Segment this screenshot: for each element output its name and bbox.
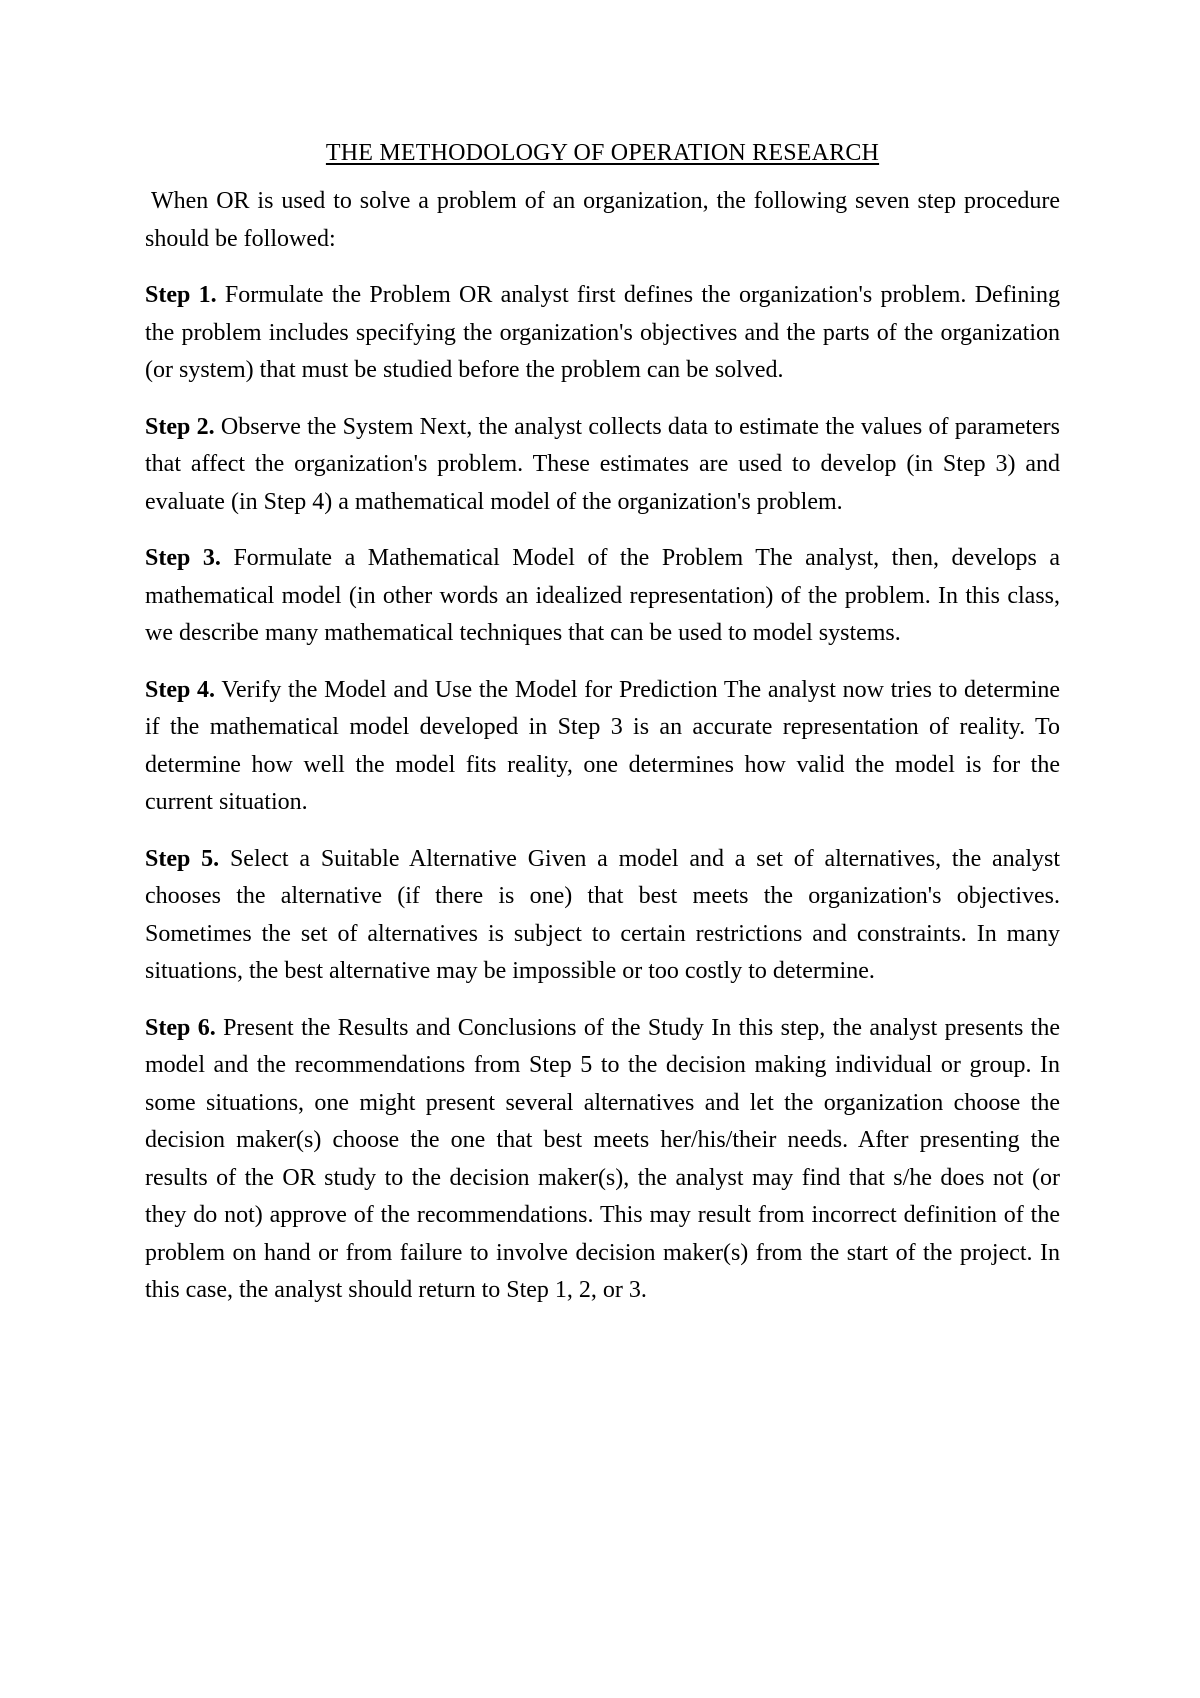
step-5-paragraph (145, 841, 1060, 991)
step-4-paragraph (145, 672, 1060, 822)
step-6-paragraph (145, 1010, 1060, 1310)
step-2-text: Observe the System Next, the analyst collects data to estimate the values of parameters that affect the organization's problem. These estimates are used to develop (in Step 3) and evaluate (in Step 4) a mathematical model of the organization's problem. (145, 413, 1060, 515)
step-2-label: Step 2. (145, 413, 215, 440)
step-3-label: Step 3. (145, 545, 221, 571)
step-6-label: Step 6. (145, 1014, 216, 1041)
step-1-label: Step 1. (145, 282, 217, 308)
step-5-label: Step 5. (145, 845, 220, 872)
step-2-paragraph (145, 409, 1060, 522)
intro-paragraph: When OR is used to solve a problem of an organization, the following seven step procedure should be followed: (145, 188, 1060, 252)
step-6-text: Present the Results and Conclusions of the Study In this step, the analyst presents the model and the recommendations from Step 5 to the decision making individual or group. In some situations, one might present several alternatives and let the organization choose the decision maker(s) choose the one that best meets her/his/their needs. After presenting the results of the OR study to the decision maker(s), the analyst may find that s/he does not (or they do not) approve of the recommendations. This may result from incorrect definition of the problem on hand or from failure to involve decision maker(s) from the start of the project. In this case, the analyst should return to Step 1, 2, or 3. (145, 1014, 1060, 1303)
step-3-text: Formulate a Mathematical Model of the Problem The analyst, then, develops a mathematical model (in other words an idealized representation) of the problem. In this class, we describe many mathematical techniques that can be used to model systems. (145, 545, 1061, 646)
step-4-label: Step 4. (145, 676, 216, 703)
step-4-text: Verify the Model and Use the Model for Prediction The analyst now tries to determine if the mathematical model developed in Step 3 is an accurate representation of reality. To determine how well the model fits reality, one determines how valid the model is for the current situation. (145, 676, 1060, 815)
step-5-text: Select a Suitable Alternative Given a model and a set of alternatives, the analyst chooses the alternative (if there is one) that best meets the organization's objectives. Sometimes the set of alternatives is subject to certain restrictions and constraints. In many situations, the best alternative may be impossible or too costly to determine. (145, 845, 1060, 984)
document-page (145, 140, 1060, 1329)
document-title: THE METHODOLOGY OF OPERATION RESEARCH (325, 140, 880, 166)
step-3-paragraph (145, 540, 1060, 653)
step-1-paragraph (145, 277, 1060, 390)
step-1-text: Formulate the Problem OR analyst first defines the organization's problem. Defining the problem includes specifying the organization's objectives and the parts of the organization (or system) that must be studied before the problem can be solved. (145, 282, 1061, 383)
